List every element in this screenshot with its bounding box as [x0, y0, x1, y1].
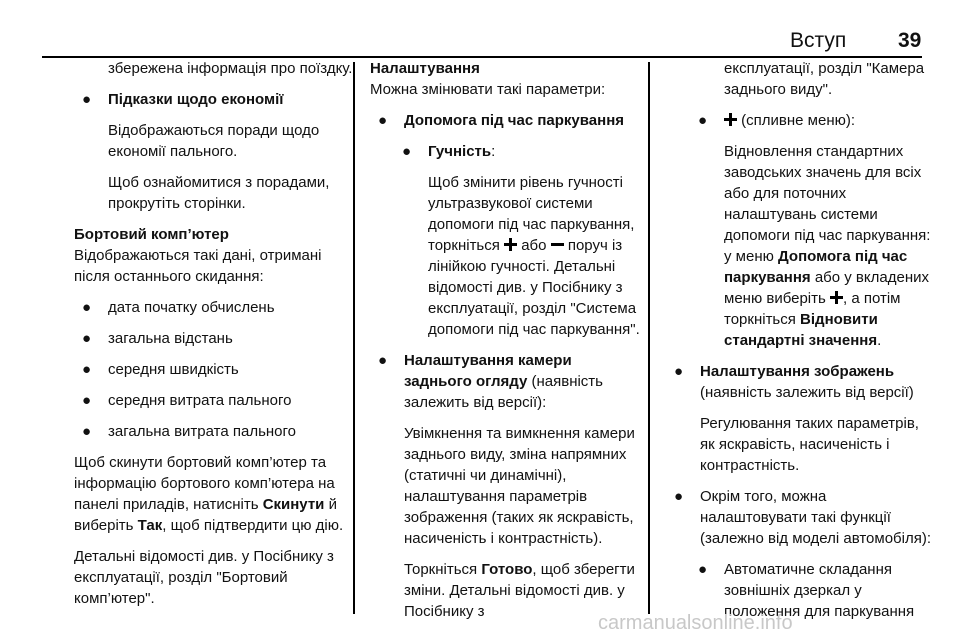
bullet-icon: ●: [378, 112, 388, 129]
plus-icon: [830, 291, 843, 304]
reset-keyword: Скинути: [262, 496, 325, 513]
list-item-text: загальна відстань: [108, 330, 233, 347]
done-keyword: Готово: [481, 561, 533, 578]
park-assist-keyword: Допомога під час паркування: [724, 248, 908, 286]
park-assist-item: [370, 110, 642, 131]
bullet-icon: ●: [82, 330, 92, 347]
bullet-icon: ●: [698, 112, 708, 129]
bullet-icon: ●: [82, 299, 92, 316]
bullet-icon: ●: [82, 91, 92, 108]
eco-tips-scroll-text: Щоб ознайомитися з порадами, прокрутіть сторінки.: [108, 174, 330, 212]
reset-instructions: Щоб скинути бортовий комп’ютер та інформацію бортового комп’ютера на панелі приладів, натисніть Скинути й виберіть Так, щоб підтвердити цю дію.: [74, 454, 344, 534]
other-features-text: Окрім того, можна налаштовувати такі функції (залежно від моделі автомобіля):: [700, 488, 932, 547]
restore-defaults-text: Відновлення стандартних заводських значень для всіх або для поточних налаштувань системи допомоги під час паркування: у меню Допомога під час паркування або у вкладених меню виберіть , а потім торкніться Відновити стандартні значення.: [724, 143, 931, 349]
trip-computer-heading: Бортовий комп’ютер: [74, 226, 229, 243]
list-item-text: загальна витрата пального: [108, 423, 296, 440]
bullet-icon: ●: [82, 423, 92, 440]
column-1: [74, 58, 356, 619]
bullet-icon: ●: [674, 488, 684, 505]
column-divider-right: [648, 62, 650, 614]
column-3: [666, 58, 936, 632]
eco-tips-label: Підказки щодо економії: [108, 91, 284, 108]
bullet-icon: ●: [402, 143, 412, 160]
page-number: 39: [898, 29, 922, 52]
plus-icon: [724, 113, 737, 126]
image-settings-text: Регулювання таких параметрів, як яскравість, насиченість і контрастність.: [700, 415, 919, 474]
popup-menu-item: ● (спливне меню):: [698, 112, 856, 129]
other-features-item: [666, 486, 936, 549]
bullet-icon: ●: [82, 361, 92, 378]
image-settings-item: ● Налаштування зображень (наявність залежить від версії): [674, 363, 914, 401]
park-assist-label: Допомога під час паркування: [404, 112, 625, 129]
list-item-text: середня витрата пального: [108, 392, 292, 409]
list-item: [74, 328, 356, 349]
watermark: carmanualsonline.info: [598, 612, 793, 634]
mirror-fold-text: Автоматичне складання зовнішніх дзеркал у положення для паркування: [724, 561, 915, 620]
trip-computer-intro: Відображаються такі дані, отримані після останнього скидання:: [74, 247, 322, 285]
list-item-text: дата початку обчислень: [108, 299, 275, 316]
bullet-icon: ●: [698, 561, 708, 578]
camera-settings-text: Увімкнення та вимкнення камери заднього виду, зміна напрямних (статичні чи динамічні), налаштування параметрів зображення (таких як яскравість, насиченість і контрастність).: [404, 425, 635, 547]
minus-icon: [551, 238, 564, 251]
settings-heading: Налаштування: [370, 60, 480, 77]
trip-computer-details: Детальні відомості див. у Посібнику з експлуатації, розділ "Бортовий комп’ютер".: [74, 548, 334, 607]
eco-tips-item: [74, 89, 356, 110]
plus-icon: [504, 238, 517, 251]
list-item: [74, 359, 356, 380]
camera-save-text: Торкніться Готово, щоб зберегти зміни. Детальні відомості див. у Посібнику з: [404, 561, 635, 620]
camera-settings-label: Налаштування камери заднього огляду: [404, 352, 572, 390]
restore-keyword: Відновити стандартні значення: [724, 311, 878, 349]
eco-tips-text: Відображаються поради щодо економії пального.: [108, 122, 320, 160]
volume-text: Щоб змінити рівень гучності ультразвукової системи допомоги під час паркування, торкніться або поруч із лінійкою гучності. Детальні відомості див. у Посібнику з експлуатації, розділ "Система допомоги під час паркування".: [428, 174, 640, 338]
bullet-icon: ●: [674, 363, 684, 380]
yes-keyword: Так: [137, 517, 163, 534]
bullet-icon: ●: [82, 392, 92, 409]
settings-intro: Можна змінювати такі параметри:: [370, 81, 606, 98]
page-title: Вступ: [790, 29, 847, 52]
column-2: [370, 58, 642, 632]
continued-text: збережена інформація про поїздку.: [108, 60, 353, 77]
list-item: [74, 297, 356, 318]
bullet-icon: ●: [378, 352, 388, 369]
list-item: [74, 421, 356, 442]
camera-settings-item: ● Налаштування камери заднього огляду (наявність залежить від версії):: [378, 352, 603, 411]
list-item: [74, 390, 356, 411]
volume-label: Гучність: [428, 143, 492, 160]
continued-text: експлуатації, розділ "Камера заднього виду".: [724, 60, 925, 98]
list-item-text: середня швидкість: [108, 361, 239, 378]
volume-item: ● Гучність:: [402, 143, 496, 160]
image-settings-label: Налаштування зображень: [700, 363, 895, 380]
